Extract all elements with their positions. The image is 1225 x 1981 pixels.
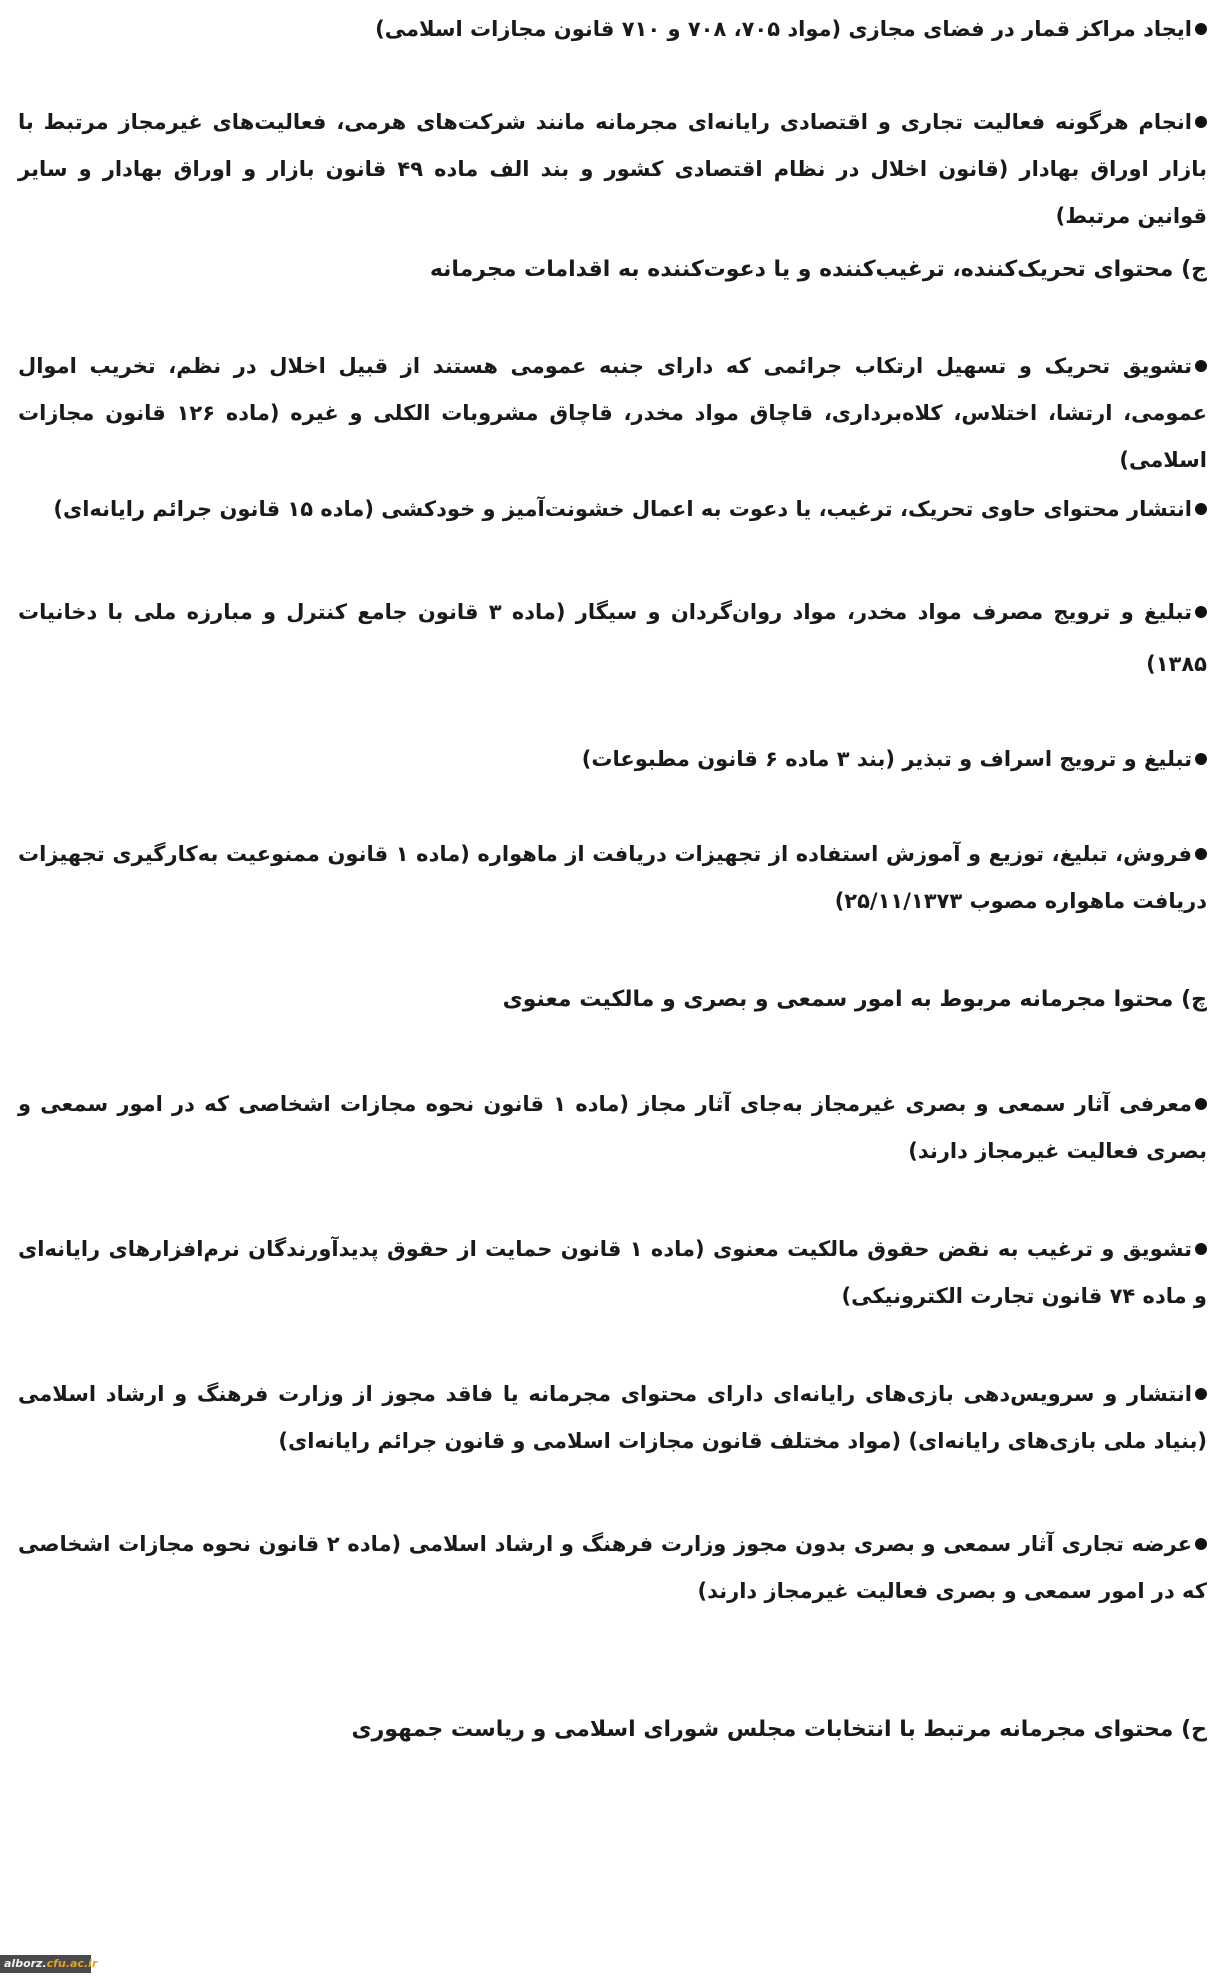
heading-text: چ) محتوا مجرمانه مربوط به امور سمعی و بصری و مالکیت معنوی [502,987,1207,1012]
heading-text: ج) محتوای تحریک‌کننده، ترغیب‌کننده و یا دعوت‌کننده به اقدامات مجرمانه [429,257,1207,282]
bullet-icon [1195,1388,1207,1400]
bullet-icon [1195,606,1207,618]
heading-text: ح) محتوای مجرمانه مرتبط با انتخابات مجلس شورای اسلامی و ریاست جمهوری [351,1717,1207,1742]
item-text: ایجاد مراکز قمار در فضای مجازی (مواد ۷۰۵، ۷۰۸ و ۷۱۰ قانون مجازات اسلامی) [375,17,1192,41]
item-text: معرفی آثار سمعی و بصری غیرمجاز به‌جای آثار مجاز (ماده ۱ قانون نحوه مجازات اشخاصی که در امور سمعی و بصری فعالیت غیرمجاز دارند) [18,1092,1207,1163]
item-text: فروش، تبلیغ، توزیع و آموزش استفاده از تجهیزات دریافت از ماهواره (ماده ۱ قانون ممنوعیت به‌کارگیری تجهیزات دریافت ماهواره مصوب ۲۵/۱۱/۱۳۷۳) [18,842,1207,913]
bullet-item-games [18,1371,1207,1465]
item-text: تبلیغ و ترویج اسراف و تبذیر (بند ۳ ماده ۶ قانون مطبوعات) [581,747,1192,771]
section-heading-jim [18,246,1207,293]
item-text: تبلیغ و ترویج مصرف مواد مخدر، مواد روان‌گردان و سیگار (ماده ۳ قانون جامع کنترل و مبارزه ملی با دخانیات ۱۳۸۵) [18,600,1207,676]
bullet-icon [1195,848,1207,860]
item-text: تشویق و ترغیب به نقض حقوق مالکیت معنوی (ماده ۱ قانون حمایت از حقوق پدیدآورندگان نرم‌افزارهای رایانه‌ای و ماده ۷۴ قانون تجارت الکترونیکی) [18,1237,1207,1308]
bullet-item-extravagance [507,736,1207,783]
bullet-item-violence [18,486,1207,533]
section-heading-he [18,1706,1207,1753]
bullet-icon [1195,1098,1207,1110]
item-text: انتشار و سرویس‌دهی بازی‌های رایانه‌ای دارای محتوای مجرمانه یا فاقد مجوز از وزارت فرهنگ و ارشاد اسلامی (بنیاد ملی بازی‌های رایانه‌ای) (مواد مختلف قانون مجازات اسلامی و قانون جرائم رایانه‌ای) [18,1382,1207,1453]
bullet-icon [1195,1538,1207,1550]
item-text: تشویق تحریک و تسهیل ارتکاب جرائمی که دارای جنبه عمومی هستند از قبیل اخلال در نظم، تخریب اموال عمومی، ارتشا، اختلاس، کلاه‌برداری، قاچاق مواد مخدر، قاچاق مشروبات الکلی و غیره (ماده ۱۲۶ قانون مجازات اسلامی) [18,354,1208,472]
watermark-part1: alborz. [4,1957,47,1970]
bullet-icon [1195,23,1207,35]
section-heading-che [18,976,1207,1023]
bullet-item-incitement [18,343,1207,484]
bullet-icon [1195,753,1207,765]
bullet-item-gambling [18,6,1207,53]
item-text: عرضه تجاری آثار سمعی و بصری بدون مجوز وزارت فرهنگ و ارشاد اسلامی (ماده ۲ قانون نحوه مجازات اشخاصی که در امور سمعی و بصری فعالیت غیرمجاز دارند) [18,1532,1207,1603]
site-watermark [0,1955,98,1973]
bullet-icon [1195,1243,1207,1255]
bullet-item-satellite [18,831,1207,925]
bullet-icon [1195,503,1207,515]
bullet-item-commercial [18,1521,1207,1615]
bullet-item-audiovisual [18,1081,1207,1175]
bullet-icon [1195,116,1207,128]
watermark-part2: cfu.ac.ir [46,1957,98,1970]
bullet-item-ip [18,1226,1207,1320]
bullet-item-drugs [18,586,1207,690]
item-text: انتشار محتوای حاوی تحریک، ترغیب، یا دعوت به اعمال خشونت‌آمیز و خودکشی (ماده ۱۵ قانون جرائم رایانه‌ای) [53,497,1192,521]
bullet-icon [1195,360,1207,372]
item-text: انجام هرگونه فعالیت تجاری و اقتصادی رایانه‌ای مجرمانه مانند شرکت‌های هرمی، فعالیت‌های غیرمجاز مرتبط با بازار اوراق بهادار (قانون اخلال در نظام اقتصادی کشور و بند الف ماده ۴۹ قانون بازار و اوراق بهادار و سایر قوانین مرتبط) [18,110,1207,228]
bullet-item-economic [18,99,1207,240]
